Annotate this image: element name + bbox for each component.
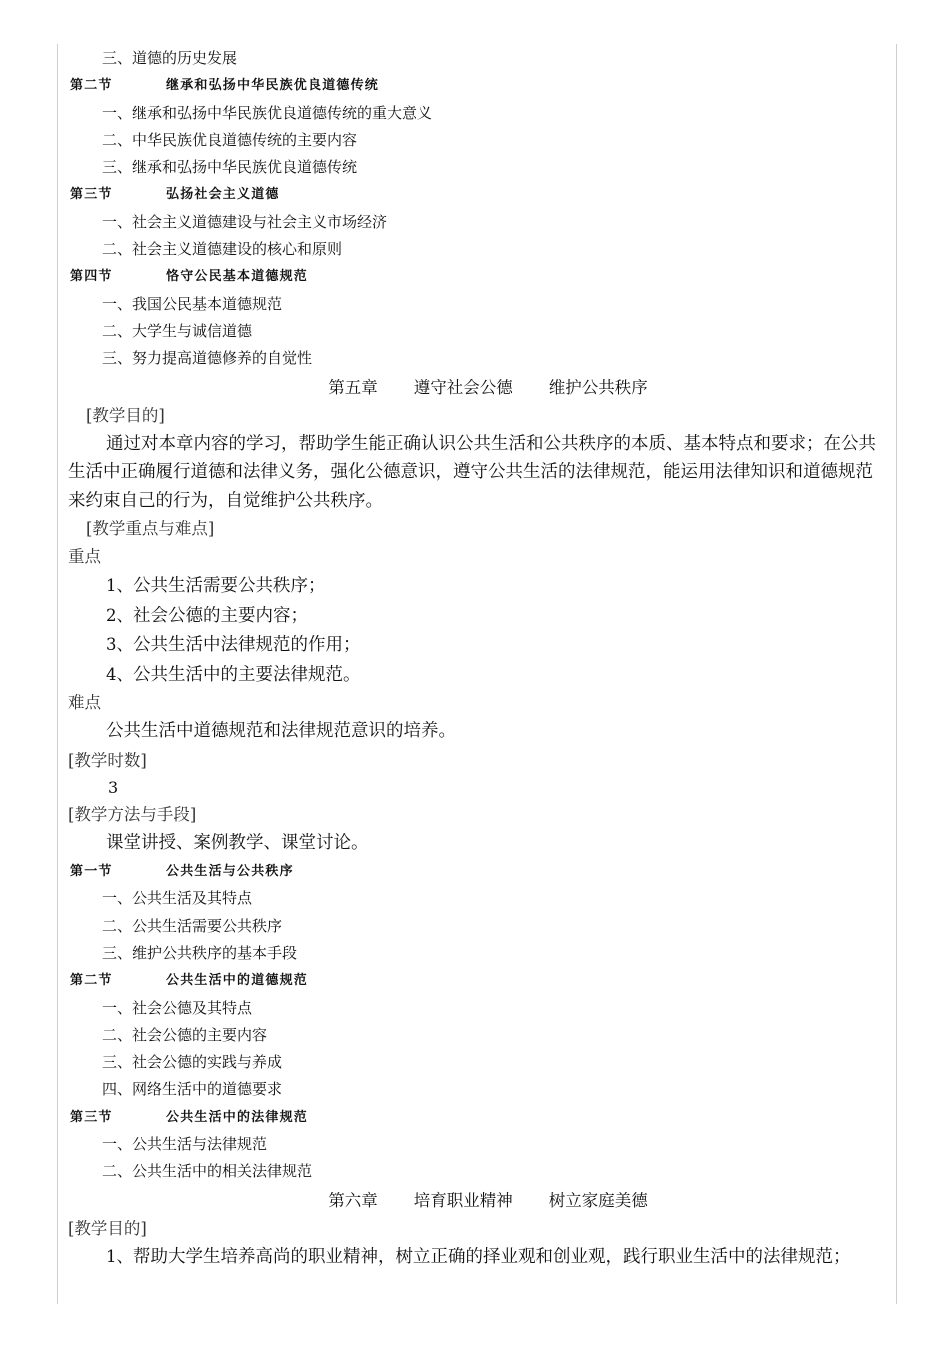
section-heading xyxy=(68,72,888,99)
page-left-border xyxy=(57,44,58,1304)
key-point xyxy=(68,601,888,631)
chapter-heading xyxy=(68,1186,888,1215)
goal-label: [教学目的] xyxy=(86,405,165,425)
method-label: [教学方法与手段] xyxy=(68,804,197,824)
list-item: 一、社会主义道德建设与社会主义市场经济 xyxy=(102,212,388,231)
section-title: 弘扬社会主义道德 xyxy=(166,187,280,203)
chapter-number: 第五章 xyxy=(328,377,378,397)
list-item: 三、社会公德的实践与养成 xyxy=(102,1053,283,1072)
list-item: 一、我国公民基本道德规范 xyxy=(102,294,283,313)
key-points-label: 重点 xyxy=(68,547,101,567)
section-heading xyxy=(68,967,888,994)
section-number: 第一节 xyxy=(70,864,113,880)
section-title: 继承和弘扬中华民族优良道德传统 xyxy=(166,78,380,94)
goal-text: 帮助大学生培养高尚的职业精神，树立正确的择业观和创业观，践行职业生活中的法律规范； xyxy=(133,1246,851,1267)
list-item: 二、公共生活中的相关法律规范 xyxy=(102,1162,313,1181)
section-heading xyxy=(68,858,888,885)
key-point-number: 2、 xyxy=(106,605,133,625)
goal-number: 1、 xyxy=(106,1246,133,1266)
list-item: 一、继承和弘扬中华民族优良道德传统的重大意义 xyxy=(102,103,433,122)
difficulty-text: 公共生活中道德规范和法律规范意识的培养。 xyxy=(106,721,456,742)
chapter-number: 第六章 xyxy=(328,1190,378,1210)
list-item: 一、公共生活及其特点 xyxy=(102,889,253,908)
section-heading xyxy=(68,263,888,290)
key-point-number: 1、 xyxy=(106,576,133,596)
goal-paragraph xyxy=(68,1243,888,1272)
goal-label: [教学目的] xyxy=(68,1218,147,1238)
hours-label: [教学时数] xyxy=(68,750,147,770)
chapter-title-part: 遵守社会公德 xyxy=(413,377,513,397)
section-title: 公共生活中的法律规范 xyxy=(166,1109,309,1125)
section-number: 第二节 xyxy=(70,973,113,989)
section-title: 公共生活中的道德规范 xyxy=(166,973,309,989)
list-item: 一、社会公德及其特点 xyxy=(102,998,253,1017)
chapter-heading xyxy=(68,373,888,402)
key-point-number: 3、 xyxy=(106,635,133,655)
list-item: 二、公共生活需要公共秩序 xyxy=(102,916,283,935)
list-item: 二、大学生与诚信道德 xyxy=(102,321,253,340)
list-item: 三、努力提高道德修养的自觉性 xyxy=(102,349,313,368)
key-point-number: 4、 xyxy=(106,664,133,684)
goal-paragraph: 通过对本章内容的学习，帮助学生能正确认识公共生活和公共秩序的本质、基本特点和要求；在公共生活中正确履行道德和法律义务，强化公德意识，遵守公共生活的法律规范，能运用法律知识和道德规范来约束自己的行为，自觉维护公共秩序。 xyxy=(68,433,876,511)
list-item: 三、继承和弘扬中华民族优良道德传统 xyxy=(102,158,358,177)
chapter-title-part: 树立家庭美德 xyxy=(548,1190,648,1210)
focus-label: [教学重点与难点] xyxy=(86,519,215,539)
list-item: 一、公共生活与法律规范 xyxy=(102,1135,268,1154)
chapter-title-part: 维护公共秩序 xyxy=(548,377,648,397)
section-number: 第二节 xyxy=(70,78,113,94)
chapter-title-part: 培育职业精神 xyxy=(413,1190,513,1210)
section-heading xyxy=(68,181,888,208)
document-body xyxy=(68,45,888,1271)
section-number: 第四节 xyxy=(70,269,113,285)
section-number: 第三节 xyxy=(70,1109,113,1125)
page-right-border xyxy=(896,44,897,1304)
key-point-text: 公共生活中法律规范的作用； xyxy=(133,635,361,656)
section-title: 恪守公民基本道德规范 xyxy=(166,269,309,285)
key-point xyxy=(68,571,888,601)
difficulty-label: 难点 xyxy=(68,693,101,713)
hours-value: 3 xyxy=(108,777,119,797)
key-point-text: 社会公德的主要内容； xyxy=(133,605,308,626)
section-title: 公共生活与公共秩序 xyxy=(166,864,294,880)
section-heading xyxy=(68,1104,888,1131)
method-text: 课堂讲授、案例教学、课堂讨论。 xyxy=(106,832,369,853)
list-item: 二、社会主义道德建设的核心和原则 xyxy=(102,240,343,259)
section-number: 第三节 xyxy=(70,187,113,203)
key-point xyxy=(68,660,888,690)
list-item: 二、社会公德的主要内容 xyxy=(102,1025,268,1044)
list-item: 二、中华民族优良道德传统的主要内容 xyxy=(102,130,358,149)
list-item: 三、维护公共秩序的基本手段 xyxy=(102,943,298,962)
list-item: 三、道德的历史发展 xyxy=(102,49,238,67)
key-point xyxy=(68,630,888,660)
list-item: 四、网络生活中的道德要求 xyxy=(102,1080,283,1099)
key-point-text: 公共生活中的主要法律规范。 xyxy=(133,664,361,685)
key-point-text: 公共生活需要公共秩序； xyxy=(133,576,326,597)
